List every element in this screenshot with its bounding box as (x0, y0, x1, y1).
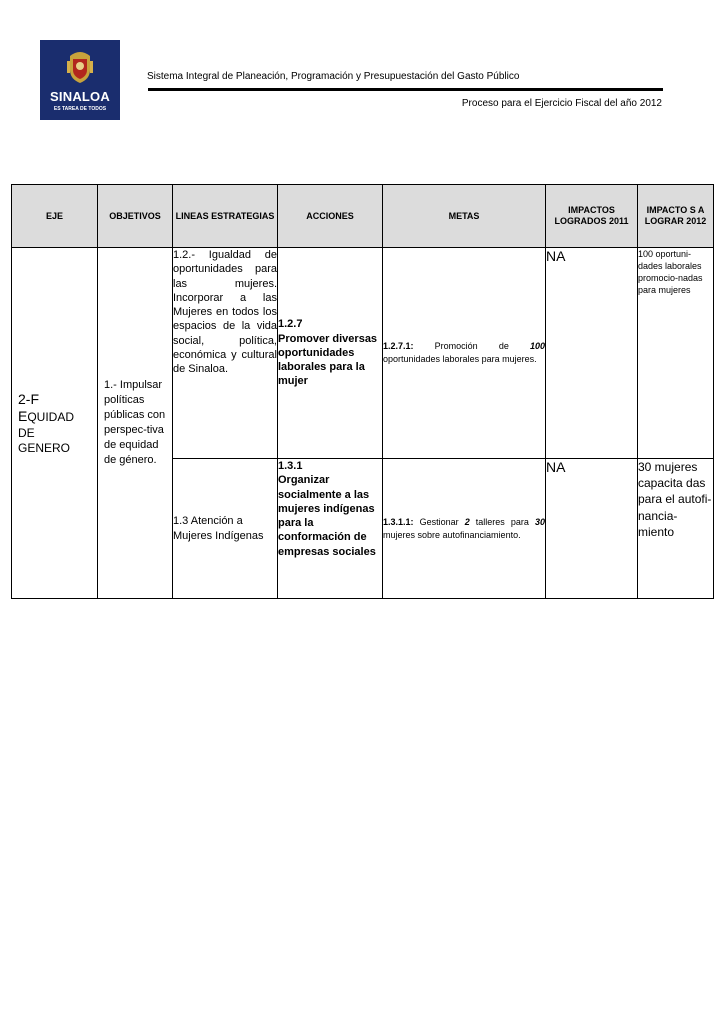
linea-cell: 1.2.- Igualdad de oportunidades para las mujeres. Incorporar a las Mujeres en todos los espacios de la vida social, política, económica y cultural de Sinaloa. (173, 248, 278, 459)
col-header-impactos-lograr: IMPACTO S A LOGRAR 2012 (638, 185, 714, 248)
col-header-lineas: LINEAS ESTRATEGIAS (173, 185, 278, 248)
eje-cell: 2-F EQUIDAD DE GENERO (12, 248, 98, 599)
impacto-lograr-cell: 100 oportuni-dades laborales promocio-nadas para mujeres (638, 248, 714, 459)
brand-name: SINALOA (50, 89, 110, 104)
header-row (12, 185, 714, 248)
impacto-lograr-cell: 30 mujeres capacita das para el autofi-nancia-miento (638, 459, 714, 599)
meta-cell: 1.2.7.1: Promoción de 100 oportunidades laborales para mujeres. (383, 248, 546, 459)
sinaloa-logo (40, 40, 120, 120)
coat-of-arms-icon (67, 48, 93, 84)
col-header-eje: EJE (12, 185, 98, 248)
col-header-metas: METAS (383, 185, 546, 248)
system-title: Sistema Integral de Planeación, Programación y Presupuestación del Gasto Público (147, 71, 520, 82)
accion-cell: 1.3.1 Organizar socialmente a las mujeres indígenas para la conformación de empresas sociales (278, 459, 383, 599)
meta-cell: 1.3.1.1: Gestionar 2 talleres para 30 mujeres sobre autofinanciamiento. (383, 459, 546, 599)
impacto-logrado-cell: NA (546, 459, 638, 599)
col-header-objetivos: OBJETIVOS (98, 185, 173, 248)
process-title: Proceso para el Ejercicio Fiscal del año 2012 (461, 98, 662, 109)
objetivo-cell: 1.- Impulsar políticas públicas con perspec-tiva de equidad de género. (98, 248, 173, 599)
header-divider (148, 88, 663, 91)
col-header-impactos-logrados: IMPACTOS LOGRADOS 2011 (546, 185, 638, 248)
brand-tagline: ES TAREA DE TODOS (53, 106, 107, 112)
col-header-acciones: ACCIONES (278, 185, 383, 248)
impacto-logrado-cell: NA (546, 248, 638, 459)
accion-cell: 1.2.7 Promover diversas oportunidades laborales para la mujer (278, 248, 383, 459)
table-row (12, 248, 714, 459)
linea-cell: 1.3 Atención a Mujeres Indígenas (173, 459, 278, 599)
planning-table (11, 184, 714, 599)
